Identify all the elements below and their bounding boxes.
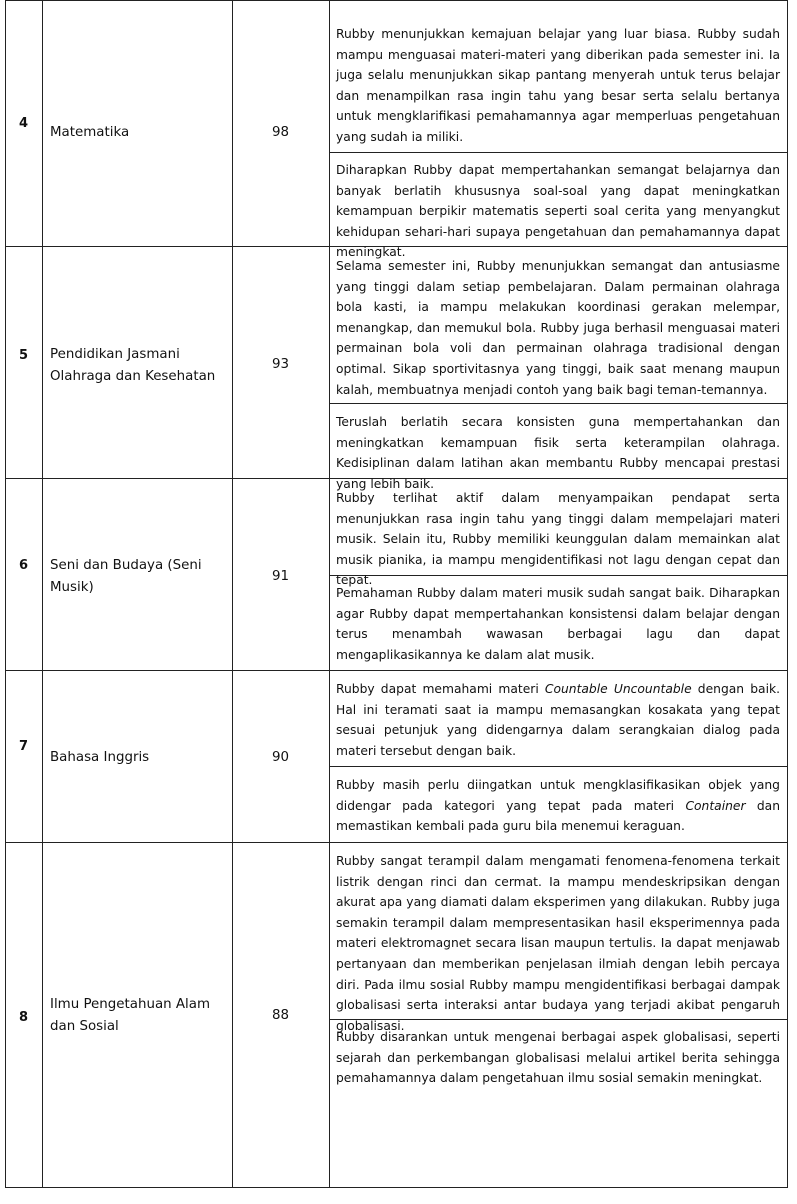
score-value: 90 xyxy=(271,750,290,765)
desc-divider-7 xyxy=(329,766,788,767)
recommendation-text-part: Rubby masih perlu diingatkan untuk mengklasifikasikan objek yang didengar pada kategori yang tepat pada materi xyxy=(336,778,780,813)
score-value: 91 xyxy=(271,569,290,584)
achievement-description xyxy=(336,679,780,761)
achievement-description: Rubby menunjukkan kemajuan belajar yang luar biasa. Rubby sudah mampu menguasai materi-materi yang diberikan pada semester ini. Ia juga selalu menunjukkan sikap pantang menyerah untuk terus belajar dan menampilkan rasa ingin tahu yang besar serta selalu bertanya untuk mengklarifikasi pemahamannya agar memperluas pengetahuan yang sudah ia miliki. xyxy=(336,27,780,144)
table-border-bottom xyxy=(5,1187,788,1188)
score-value: 88 xyxy=(271,1008,290,1023)
recommendation-text-part: dan memastikan kembali pada guru bila menemui keraguan. xyxy=(336,798,780,834)
recommendation-text xyxy=(336,775,780,837)
subject-name-line1: Ilmu Pengetahuan Alam xyxy=(50,997,211,1012)
description-text: Rubby dapat memahami materi xyxy=(336,682,545,696)
subject-name-line2: Olahraga dan Kesehatan xyxy=(50,369,216,384)
row-border-4-top xyxy=(5,0,788,1)
subject-name-line2: Musik) xyxy=(50,580,94,595)
subject-name-line2: dan Sosial xyxy=(50,1019,119,1034)
col-divider-no xyxy=(42,0,43,1188)
table-border-right xyxy=(787,0,788,1188)
score-value: 93 xyxy=(271,357,290,372)
row-number: 7 xyxy=(19,739,29,754)
recommendation-text: Teruslah berlatih secara konsisten guna mempertahankan dan meningkatkan kemampuan fisik serta keterampilan olahraga. Kedisiplinan dalam latihan akan membantu Rubby mencapai prestasi yang lebih baik. xyxy=(336,415,780,491)
desc-divider-4 xyxy=(329,152,788,153)
recommendation-text: Pemahaman Rubby dalam materi musik sudah sangat baik. Diharapkan agar Rubby dapat mempertahankan konsistensi dalam belajar dengan terus menambah wawasan berbagai lagu dan dapat mengaplikasikannya ke dalam alat musik. xyxy=(336,586,780,662)
topic-name: Container xyxy=(685,798,746,813)
description-text: dengan baik. Hal ini teramati saat ia mampu memasangkan kosakata yang tepat sesuai petunjuk yang didengarnya dalam serangkaian dialog pada materi tersebut dengan baik. xyxy=(336,682,781,758)
score-value: 98 xyxy=(271,125,290,140)
row-border-8-top xyxy=(5,842,788,843)
subject-name: Matematika xyxy=(50,125,130,140)
subject-name: Bahasa Inggris xyxy=(50,750,150,765)
achievement-description: Rubby terlihat aktif dalam menyampaikan pendapat serta menunjukkan rasa ingin tahu yang tinggi dalam mempelajari materi musik. Selain itu, Rubby memiliki keunggulan dalam memainkan alat musik pianika, ia mampu mengidentifikasi not lagu dengan cepat dan tepat. xyxy=(336,491,780,588)
subject-name-line1: Seni dan Budaya (Seni xyxy=(50,558,202,573)
row-border-7-top xyxy=(5,670,788,671)
row-number: 6 xyxy=(19,558,29,573)
row-number: 5 xyxy=(19,348,29,363)
recommendation-text: Rubby disarankan untuk mengenai berbagai aspek globalisasi, seperti sejarah dan perkembangan globalisasi melalui artikel berita sehingga pemahamannya dalam pengetahuan ilmu sosial semakin meningkat. xyxy=(336,1030,780,1086)
row-number: 4 xyxy=(19,116,29,131)
table-border-left xyxy=(5,0,6,1188)
subject-name-line1: Pendidikan Jasmani xyxy=(50,347,180,362)
col-divider-score xyxy=(329,0,330,1188)
desc-divider-5 xyxy=(329,403,788,404)
achievement-description: Rubby sangat terampil dalam mengamati fenomena-fenomena terkait listrik dengan rinci dan cermat. Ia mampu mendeskripsikan dengan akurat apa yang diamati dalam eksperimen yang dilakukan. Rubby juga semakin terampil dalam mempresentasikan hasil eksperimennya pada materi elektromagnet secara lisan maupun tertulis. Ia dapat menjawab pertanyaan dan memberikan penjelasan ilmiah dengan lebih percaya diri. Pada ilmu sosial Rubby mampu mengidentifikasi berbagai dampak globalisasi serta interaksi antar budaya yang terjadi akibat pengaruh globalisasi. xyxy=(336,854,780,1033)
achievement-description: Selama semester ini, Rubby menunjukkan semangat dan antusiasme yang tinggi dalam setiap pembelajaran. Dalam permainan olahraga bola kasti, ia mampu melakukan koordinasi gerakan melempar, menangkap, dan memukul bola. Rubby juga berhasil menguasai materi permainan bola voli dan permainan olahraga tradisional dengan optimal. Sikap sportivitasnya yang tinggi, baik saat menang maupun kalah, membuatnya menjadi contoh yang baik bagi teman-temannya. xyxy=(336,259,780,397)
recommendation-text: Diharapkan Rubby dapat mempertahankan semangat belajarnya dan banyak berlatih khususnya soal-soal yang dapat meningkatkan kemampuan berpikir matematis seperti soal cerita yang menyangkut kehidupan sehari-hari supaya pengetahuan dan pemahamannya dapat meningkat. xyxy=(336,163,780,260)
row-number: 8 xyxy=(19,1010,29,1025)
topic-name: Countable Uncountable xyxy=(544,682,692,696)
